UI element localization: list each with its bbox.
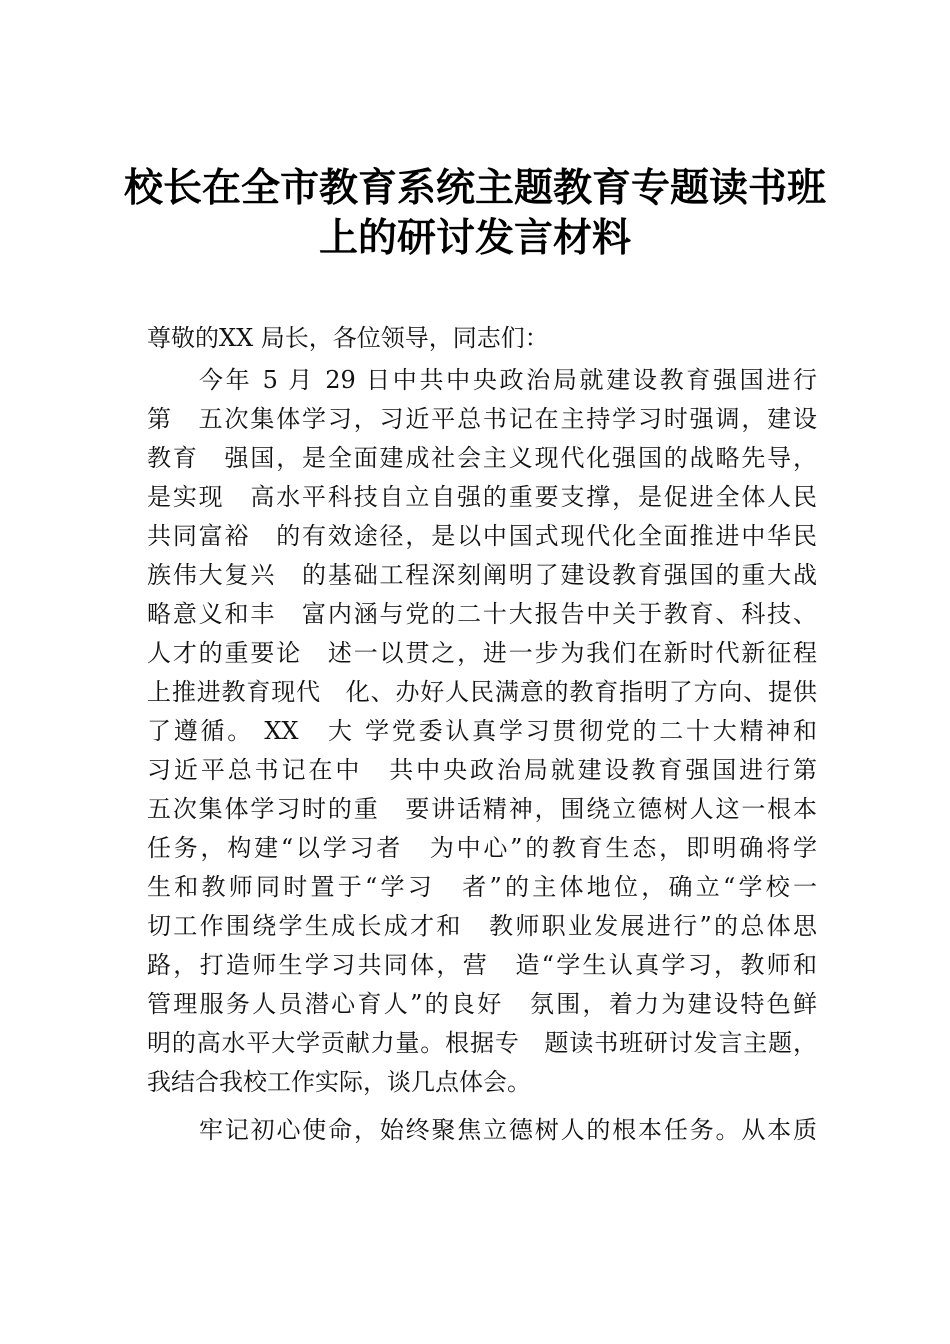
paragraph-1-line: 路，打造师生学习共同体，营 造“学生认真学习，教师和: [147, 951, 817, 979]
paragraph-1-line: 上推进教育现代 化、办好人民满意的教育指明了方向、提供: [147, 678, 817, 706]
paragraph-1-line: 管理服务人员潜心育人”的良好 氛围，着力为建设特色鲜: [147, 990, 817, 1018]
document-title-line-1: 校长在全市教育系统主题教育专题读书班: [123, 166, 826, 211]
paragraph-1-line: 切工作围绕学生成长成才和 教师职业发展进行”的总体思: [147, 912, 817, 940]
paragraph-1-line: 任务，构建“以学习者 为中心”的教育生态，即明确将学: [147, 834, 817, 862]
paragraph-1-line: 明的高水平大学贡献力量。根据专 题读书班研讨发言主题，: [147, 1029, 817, 1057]
paragraph-1-line: 人才的重要论 述一以贯之，进一步为我们在新时代新征程: [147, 639, 817, 667]
paragraph-1-line: 教育 强国，是全面建成社会主义现代化强国的战略先导，: [147, 444, 817, 472]
salutation: 尊敬的XX 局长，各位领导，同志们：: [147, 324, 549, 352]
paragraph-1-line: 第 五次集体学习，习近平总书记在主持学习时强调，建设: [147, 405, 817, 433]
paragraph-1-line: 族伟大复兴 的基础工程深刻阐明了建设教育强国的重大战: [147, 561, 817, 589]
document-title-line-2: 上的研讨发言材料: [318, 216, 631, 261]
paragraph-1-line: 我结合我校工作实际，谈几点体会。: [147, 1068, 531, 1096]
paragraph-1-line: 了遵循。 XX 大 学党委认真学习贯彻党的二十大精神和: [147, 717, 817, 745]
paragraph-1-line: 习近平总书记在中 共中央政治局就建设教育强国进行第: [147, 756, 817, 784]
paragraph-1-line: 是实现 高水平科技自立自强的重要支撑，是促进全体人民: [147, 483, 817, 511]
paragraph-1-line: 略意义和丰 富内涵与党的二十大报告中关于教育、科技、: [147, 600, 817, 628]
paragraph-1-line: 共同富裕 的有效途径，是以中国式现代化全面推进中华民: [147, 522, 817, 550]
paragraph-2-line: 牢记初心使命，始终聚焦立德树人的根本任务。从本质: [199, 1116, 817, 1144]
paragraph-1-line: 今年 5 月 29 日中共中央政治局就建设教育强国进行: [199, 366, 817, 394]
paragraph-1-line: 生和教师同时置于“学习 者”的主体地位，确立“学校一: [147, 873, 817, 901]
paragraph-1-line: 五次集体学习时的重 要讲话精神，围绕立德树人这一根本: [147, 795, 817, 823]
